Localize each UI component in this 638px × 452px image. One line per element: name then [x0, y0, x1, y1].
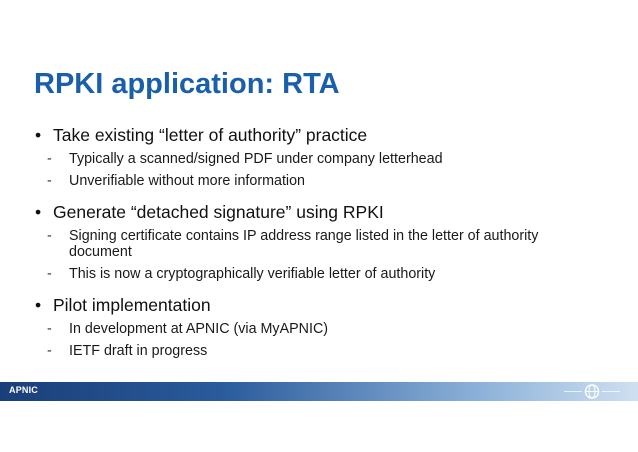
- bullet-group: [33, 201, 593, 282]
- sub-bullet-item: - Unverifiable without more information: [33, 173, 593, 189]
- sub-bullet-item: - IETF draft in progress: [33, 343, 593, 359]
- bullet-item: • Take existing “letter of authority” practice: [33, 124, 593, 146]
- sub-bullet-list: [33, 321, 593, 359]
- slide-title: RPKI application: RTA: [34, 68, 340, 100]
- apnic-globe-icon: [564, 383, 620, 400]
- sub-bullet-item: - Signing certificate contains IP address range listed in the letter of authority document: [33, 228, 593, 260]
- bullet-item: • Pilot implementation: [33, 294, 593, 316]
- apnic-logo: APNIC: [9, 385, 39, 395]
- sub-bullet-list: [33, 151, 593, 189]
- bullet-group: [33, 294, 593, 359]
- bullet-group: [33, 124, 593, 189]
- sub-bullet-item: - In development at APNIC (via MyAPNIC): [33, 321, 593, 337]
- sub-bullet-item: - Typically a scanned/signed PDF under company letterhead: [33, 151, 593, 167]
- sub-bullet-list: [33, 228, 593, 282]
- sub-bullet-item: - This is now a cryptographically verifiable letter of authority: [33, 266, 593, 282]
- bullet-item: • Generate “detached signature” using RPKI: [33, 201, 593, 223]
- bullet-list: [33, 124, 593, 371]
- footer-bar: [0, 382, 638, 401]
